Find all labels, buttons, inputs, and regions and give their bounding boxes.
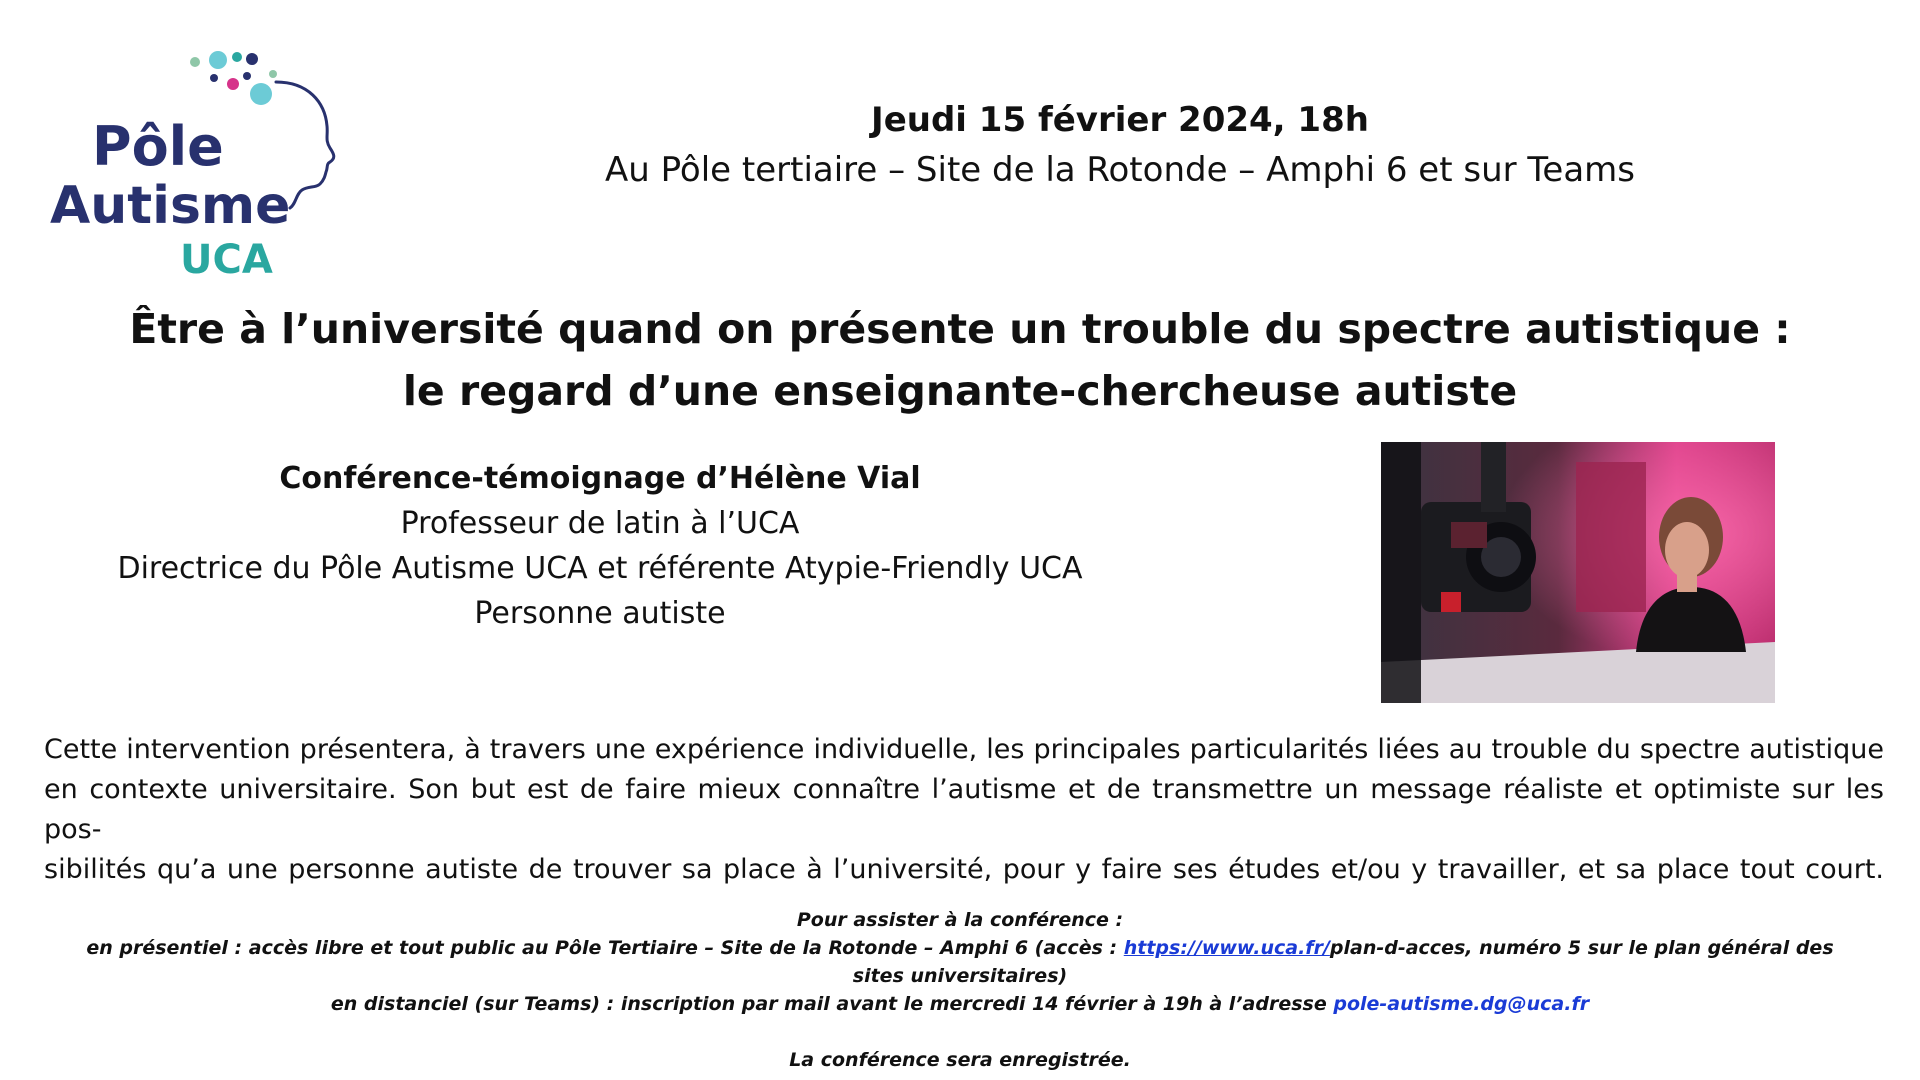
event-date: Jeudi 15 février 2024, 18h <box>871 100 1369 140</box>
access-remote <box>60 990 1860 1018</box>
access-remote-prefix: en distanciel (sur Teams) : inscription par mail avant le mercredi 14 février à 19h à l’adresse <box>330 993 1334 1015</box>
registration-email-link[interactable]: pole-autisme.dg@uca.fr <box>1333 993 1590 1015</box>
spacer <box>60 1018 1860 1046</box>
description-line-1: Cette intervention présentera, à travers une expérience individuelle, les principales particularités liées au trouble du spectre autistique <box>44 734 1884 765</box>
speaker-block <box>80 456 1120 636</box>
description-paragraph <box>44 730 1884 890</box>
conference-title <box>60 298 1860 422</box>
speaker-role-1: Professeur de latin à l’UCA <box>400 506 800 541</box>
logo-text-pole: Pôle <box>92 115 224 178</box>
description-line-2: en contexte universitaire. Son but est de faire mieux connaître l’autisme et de transmettre un message réaliste et optimiste sur les pos- <box>44 774 1884 845</box>
logo-text-uca: UCA <box>180 237 273 283</box>
event-place: Au Pôle tertiaire – Site de la Rotonde – Amphi 6 et sur Teams <box>605 150 1635 190</box>
title-line-1: Être à l’université quand on présente un trouble du spectre autistique : <box>129 305 1791 353</box>
speaker-role-3: Personne autiste <box>474 596 726 631</box>
speaker-name: Conférence-témoignage d’Hélène Vial <box>279 461 921 496</box>
speaker-photo <box>1381 442 1775 703</box>
access-onsite-suffix: plan-d-acces, numéro 5 sur le plan général des sites universitaires) <box>852 937 1834 987</box>
access-onsite <box>60 934 1860 990</box>
speaker-role-2: Directrice du Pôle Autisme UCA et référente Atypie-Friendly UCA <box>117 551 1083 586</box>
title-line-2: le regard d’une enseignante-chercheuse autiste <box>402 367 1518 415</box>
pole-autisme-logo <box>40 40 340 290</box>
access-info <box>60 906 1860 1074</box>
description-line-3: sibilités qu’a une personne autiste de trouver sa place à l’université, pour y faire ses études et/ou y travailler, et sa place tout court. <box>44 854 1884 885</box>
logo-text-autisme: Autisme <box>50 176 291 236</box>
access-heading: Pour assister à la conférence : <box>796 909 1124 931</box>
access-onsite-prefix: en présentiel : accès libre et tout public au Pôle Tertiaire – Site de la Rotonde – Amphi 6 (accès : <box>86 937 1124 959</box>
uca-website-link[interactable]: https://www.uca.fr/ <box>1123 937 1330 959</box>
recorded-notice: La conférence sera enregistrée. <box>789 1049 1131 1071</box>
